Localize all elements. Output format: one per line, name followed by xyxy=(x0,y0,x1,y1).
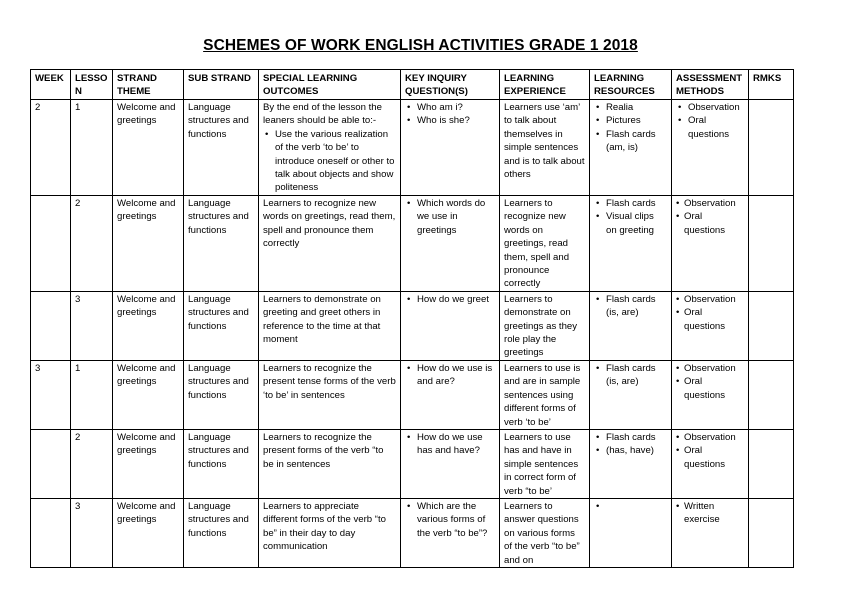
header-assessment: ASSESSMENT METHODS xyxy=(672,70,749,100)
cell-remarks xyxy=(749,429,794,498)
cell-inquiry xyxy=(401,100,500,196)
inquiry-item: • How do we use has and have? xyxy=(405,431,495,458)
cell-outcomes: Learners to appreciate different forms of the verb “to be” in their day to day communication xyxy=(259,498,401,567)
assessment-item: • Oral questions xyxy=(676,210,744,237)
header-resources: LEARNING RESOURCES xyxy=(590,70,672,100)
resource-item: • Flash cards (is, are) xyxy=(594,293,667,320)
cell-experience: Learners to use has and have in simple sentences in correct form of verb “to be’ xyxy=(500,429,590,498)
cell-strand: Welcome and greetings xyxy=(113,196,184,292)
cell-remarks xyxy=(749,360,794,429)
header-remarks: RMKS xyxy=(749,70,794,100)
cell-week xyxy=(31,429,71,498)
assessment-item: • Observation xyxy=(676,197,744,210)
cell-resources xyxy=(590,100,672,196)
cell-lesson: 3 xyxy=(71,291,113,360)
cell-lesson: 1 xyxy=(71,360,113,429)
cell-resources xyxy=(590,291,672,360)
table-row xyxy=(31,498,794,567)
cell-lesson: 1 xyxy=(71,100,113,196)
header-strand: STRAND THEME xyxy=(113,70,184,100)
cell-assessment xyxy=(672,429,749,498)
assessment-item: • Oral questions xyxy=(676,444,744,471)
cell-remarks xyxy=(749,100,794,196)
cell-week: 3 xyxy=(31,360,71,429)
cell-assessment xyxy=(672,291,749,360)
assessment-item: • Observation xyxy=(676,431,744,444)
cell-substrand: Language structures and functions xyxy=(184,498,259,567)
resource-item: • Realia xyxy=(594,101,667,114)
cell-lesson: 3 xyxy=(71,498,113,567)
resource-item: • Flash cards xyxy=(594,197,667,210)
resource-item: • Flash cards (am, is) xyxy=(594,128,667,155)
cell-strand: Welcome and greetings xyxy=(113,100,184,196)
assessment-item: • Observation xyxy=(676,101,744,114)
cell-experience: Learners to use is and are in sample sentences using different forms of verb ‘to be’ xyxy=(500,360,590,429)
cell-lesson: 2 xyxy=(71,429,113,498)
inquiry-item: • Which are the various forms of the verb “to be”? xyxy=(405,500,495,540)
cell-outcomes: Learners to recognize the present forms of the verb “to be in sentences xyxy=(259,429,401,498)
resource-item: • Flash cards xyxy=(594,431,667,444)
cell-outcomes: Learners to recognize new words on greetings, read them, spell and pronounce them correctly xyxy=(259,196,401,292)
resource-item: • Flash cards (is, are) xyxy=(594,362,667,389)
table-row xyxy=(31,360,794,429)
outcomes-bullet: • Use the various realization of the verb ‘to be’ to introduce oneself or other to talk about objects and show politeness xyxy=(263,128,396,195)
outcomes-intro: By the end of the lesson the leaners should be able to:- xyxy=(263,102,382,127)
table-row xyxy=(31,291,794,360)
cell-strand: Welcome and greetings xyxy=(113,291,184,360)
cell-inquiry xyxy=(401,291,500,360)
header-outcomes: SPECIAL LEARNING OUTCOMES xyxy=(259,70,401,100)
scheme-table xyxy=(30,69,794,568)
assessment-item: • Observation xyxy=(676,293,744,306)
cell-substrand: Language structures and functions xyxy=(184,291,259,360)
cell-inquiry xyxy=(401,498,500,567)
cell-resources xyxy=(590,360,672,429)
cell-assessment xyxy=(672,360,749,429)
cell-outcomes: Learners to demonstrate on greeting and greet others in reference to the time at that moment xyxy=(259,291,401,360)
cell-inquiry xyxy=(401,429,500,498)
cell-substrand: Language structures and functions xyxy=(184,429,259,498)
cell-remarks xyxy=(749,498,794,567)
table-row xyxy=(31,196,794,292)
inquiry-item: • Which words do we use in greetings xyxy=(405,197,495,237)
resource-item: • (has, have) xyxy=(594,444,667,457)
table-row xyxy=(31,100,794,196)
header-row xyxy=(31,70,794,100)
inquiry-item: • Who is she? xyxy=(405,114,495,127)
assessment-item: • Observation xyxy=(676,362,744,375)
assessment-item: • Oral questions xyxy=(676,306,744,333)
cell-experience: Learners use ‘am’ to talk about themselves in simple sentences and is to talk about others xyxy=(500,100,590,196)
cell-week: 2 xyxy=(31,100,71,196)
cell-resources xyxy=(590,196,672,292)
cell-strand: Welcome and greetings xyxy=(113,360,184,429)
header-substrand: SUB STRAND xyxy=(184,70,259,100)
cell-week xyxy=(31,498,71,567)
cell-strand: Welcome and greetings xyxy=(113,498,184,567)
cell-experience: Learners to answer questions on various forms of the verb “to be” and on xyxy=(500,498,590,567)
cell-inquiry xyxy=(401,360,500,429)
cell-outcomes xyxy=(259,100,401,196)
cell-experience: Learners to recognize new words on greetings, read them, spell and pronounce correctly xyxy=(500,196,590,292)
cell-substrand: Language structures and functions xyxy=(184,360,259,429)
cell-week xyxy=(31,291,71,360)
cell-week xyxy=(31,196,71,292)
cell-remarks xyxy=(749,196,794,292)
inquiry-item: • How do we greet xyxy=(405,293,495,306)
assessment-item: • Written exercise xyxy=(676,500,744,527)
header-lesson: LESSO N xyxy=(71,70,113,100)
cell-assessment xyxy=(672,196,749,292)
cell-inquiry xyxy=(401,196,500,292)
table-row xyxy=(31,429,794,498)
cell-strand: Welcome and greetings xyxy=(113,429,184,498)
cell-substrand: Language structures and functions xyxy=(184,100,259,196)
header-week: WEEK xyxy=(31,70,71,100)
header-inquiry: KEY INQUIRY QUESTION(S) xyxy=(401,70,500,100)
cell-substrand: Language structures and functions xyxy=(184,196,259,292)
cell-assessment xyxy=(672,100,749,196)
header-experience: LEARNING EXPERIENCE xyxy=(500,70,590,100)
resource-item: • Pictures xyxy=(594,114,667,127)
page-title: SCHEMES OF WORK ENGLISH ACTIVITIES GRADE 1 2018 xyxy=(203,37,638,54)
cell-outcomes: Learners to recognize the present tense forms of the verb ‘to be’ in sentences xyxy=(259,360,401,429)
cell-assessment xyxy=(672,498,749,567)
cell-resources xyxy=(590,429,672,498)
cell-lesson: 2 xyxy=(71,196,113,292)
cell-resources xyxy=(590,498,672,567)
inquiry-item: • Who am i? xyxy=(405,101,495,114)
cell-remarks xyxy=(749,291,794,360)
resource-item: • Visual clips on greeting xyxy=(594,210,667,237)
assessment-item: • Oral questions xyxy=(676,375,744,402)
cell-experience: Learners to demonstrate on greetings as they role play the greetings xyxy=(500,291,590,360)
inquiry-item: • How do we use is and are? xyxy=(405,362,495,389)
assessment-item: • Oral questions xyxy=(676,114,744,141)
